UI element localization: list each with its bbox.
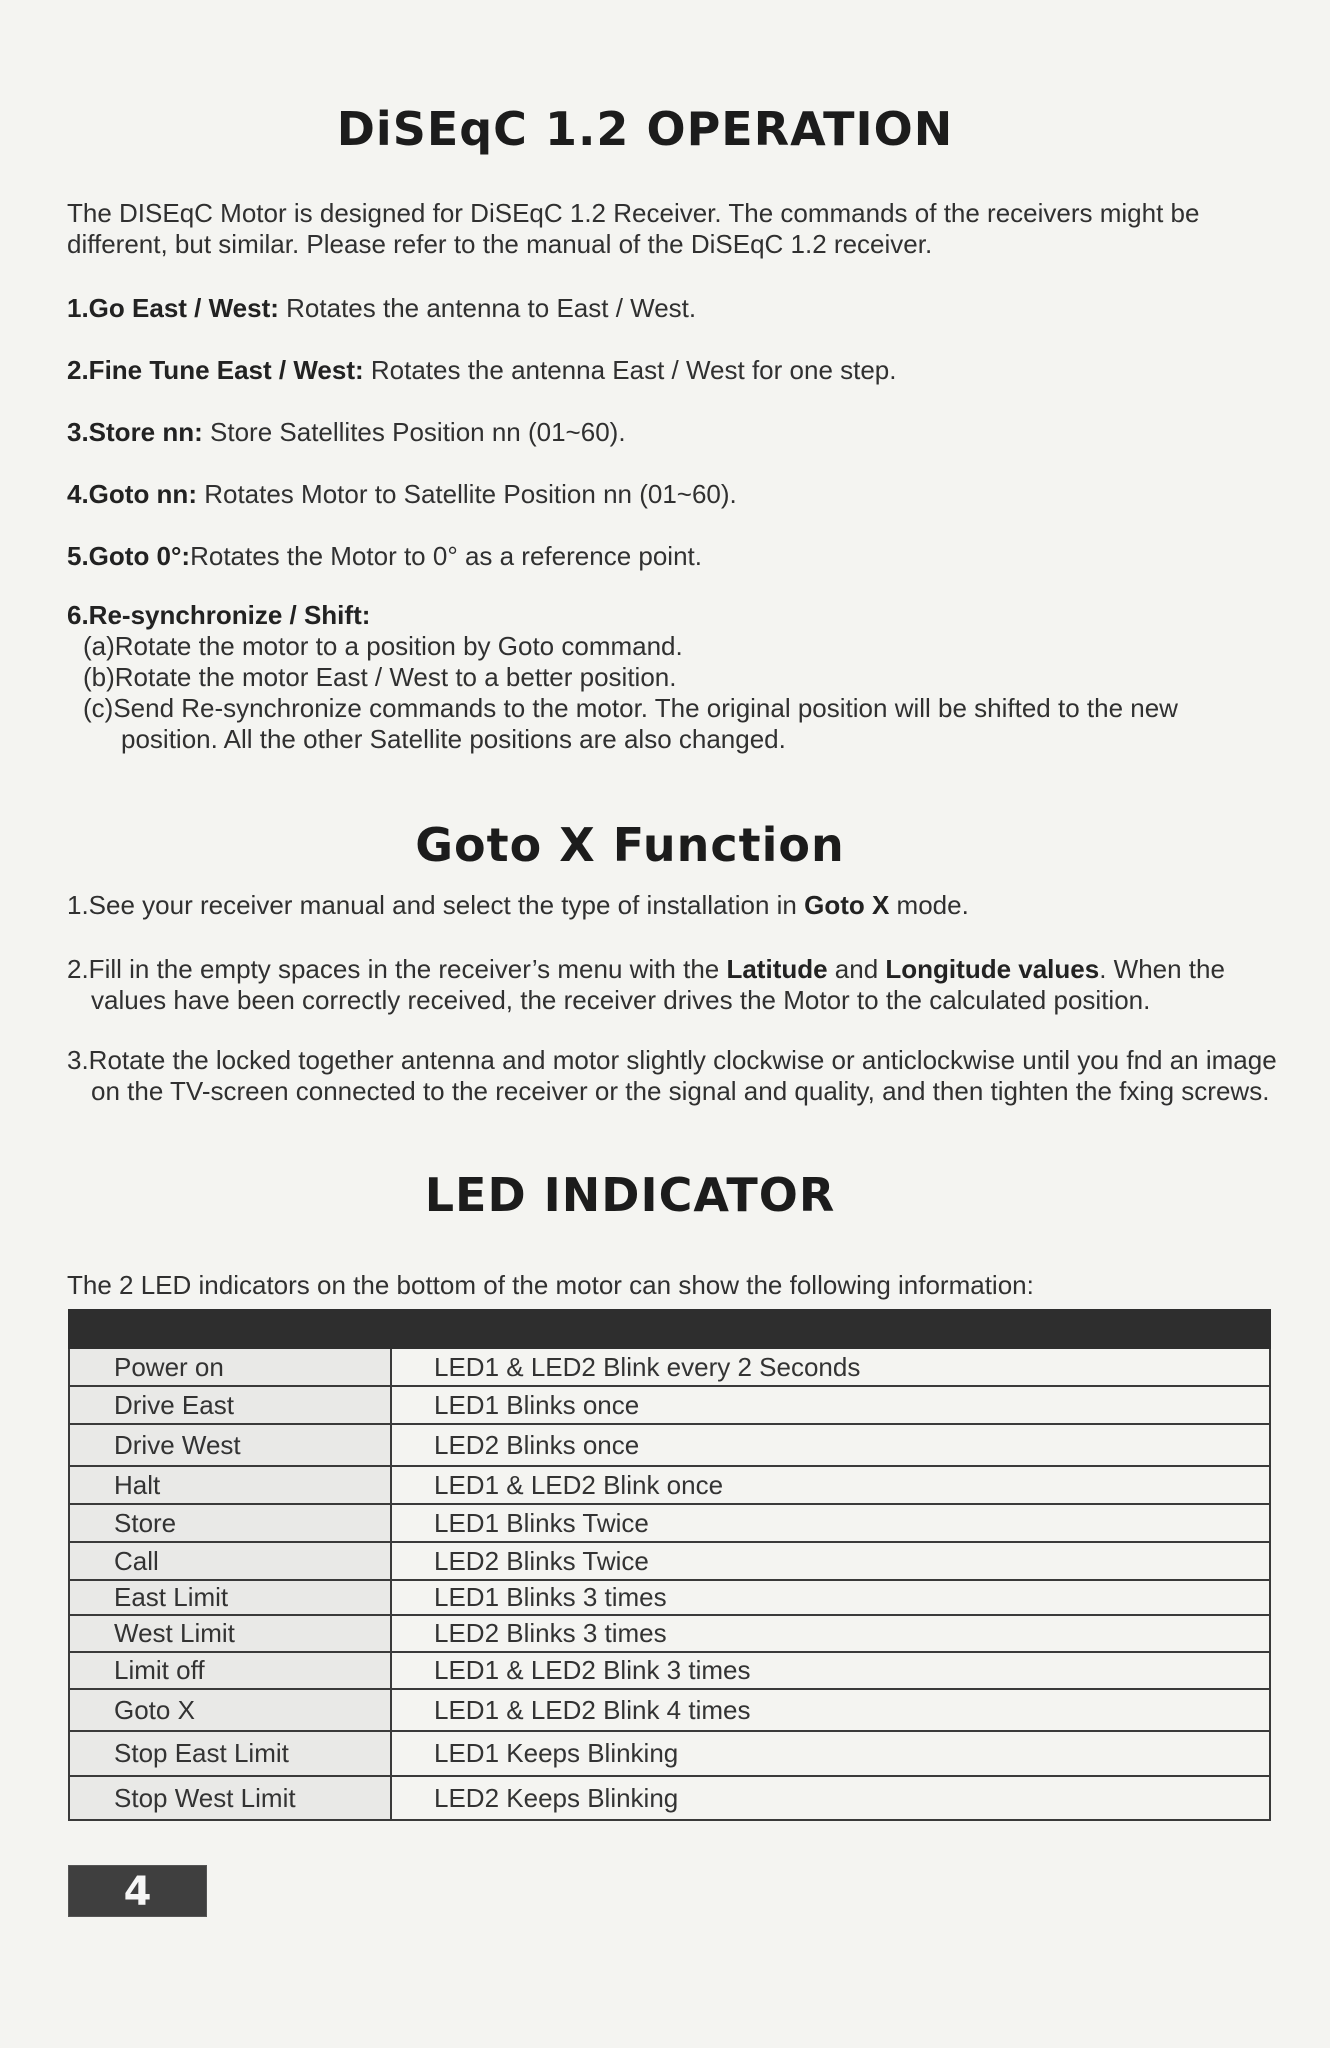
led-indication-cell: LED1 & LED2 Blink once (391, 1466, 1270, 1504)
led-indication-cell: LED2 Blinks 3 times (391, 1615, 1270, 1652)
led-intro: The 2 LED indicators on the bottom of the motor can show the following information: (67, 1270, 1034, 1300)
led-state-cell: Drive East (69, 1386, 391, 1424)
led-indication-cell: LED1 Blinks once (391, 1386, 1270, 1424)
led-state-cell: West Limit (69, 1615, 391, 1652)
command-go-east-west (67, 293, 1277, 324)
table-row (69, 1580, 1270, 1615)
command-store (67, 417, 1277, 448)
gotox-step-2-and: and (827, 954, 886, 984)
led-indication-cell: LED1 Blinks 3 times (391, 1580, 1270, 1615)
table-header-cell (391, 1310, 1270, 1348)
command-text: Rotates the Motor to 0° as a reference point. (190, 541, 702, 571)
table-row (69, 1615, 1270, 1652)
latitude-term: Latitude (726, 954, 828, 984)
table-row (69, 1689, 1270, 1731)
gotox-step-2 (67, 954, 1277, 1016)
command-label: 5.Goto 0°: (67, 541, 191, 571)
gotox-step-2-text: 2.Fill in the empty spaces in the receiver’s menu with the (67, 954, 727, 984)
led-state-cell: Limit off (69, 1652, 391, 1689)
intro-paragraph: The DISEqC Motor is designed for DiSEqC 1.2 Receiver. The commands of the receivers might be different, but similar. Please refer to the manual of the DiSEqC 1.2 receiver. (67, 198, 1200, 259)
heading-led-indicator: LED INDICATOR (424, 1168, 836, 1222)
led-indication-cell: LED1 & LED2 Blink every 2 Seconds (391, 1348, 1270, 1386)
command-goto-nn (67, 479, 1277, 510)
led-indication-cell: LED2 Keeps Blinking (391, 1776, 1270, 1820)
longitude-term: Longitude values (885, 954, 1100, 984)
led-state-cell: Power on (69, 1348, 391, 1386)
gotox-step-2-end: . When the values have been correctly received, the receiver drives the Motor to the calculated position. (91, 954, 1225, 1015)
led-indication-cell: LED1 & LED2 Blink 4 times (391, 1689, 1270, 1731)
table-row (69, 1731, 1270, 1776)
led-indication-cell: LED2 Blinks once (391, 1424, 1270, 1466)
table-row (69, 1542, 1270, 1580)
command-label: 2.Fine Tune East / West: (67, 355, 364, 385)
command-label: 1.Go East / West: (67, 293, 279, 323)
table-header-row (69, 1310, 1270, 1348)
led-state-cell: Call (69, 1542, 391, 1580)
table-row (69, 1424, 1270, 1466)
heading-goto-x: Goto X Function (415, 818, 845, 872)
heading-diseqc-operation: DiSEqC 1.2 OPERATION (336, 102, 954, 156)
command-text: Rotates the antenna East / West for one step. (363, 355, 897, 385)
led-state-cell: Stop West Limit (69, 1776, 391, 1820)
command-resync (67, 600, 1277, 755)
command-text: Store Satellites Position nn (01~60). (202, 417, 626, 447)
led-indication-cell: LED2 Blinks Twice (391, 1542, 1270, 1580)
command-fine-tune (67, 355, 1277, 386)
led-indication-cell: LED1 Blinks Twice (391, 1504, 1270, 1542)
led-state-cell: Halt (69, 1466, 391, 1504)
command-label: 6.Re-synchronize / Shift: (67, 600, 371, 630)
led-state-cell: East Limit (69, 1580, 391, 1615)
table-row (69, 1348, 1270, 1386)
gotox-step-1-end: mode. (889, 890, 969, 920)
command-goto-zero (67, 541, 1277, 572)
table-row (69, 1776, 1270, 1820)
table-header-cell (69, 1310, 391, 1348)
command-label: 3.Store nn: (67, 417, 203, 447)
led-indication-cell: LED1 & LED2 Blink 3 times (391, 1652, 1270, 1689)
command-text: Rotates Motor to Satellite Position nn (01~60). (196, 479, 737, 509)
led-state-cell: Stop East Limit (69, 1731, 391, 1776)
table-row (69, 1504, 1270, 1542)
table-row (69, 1386, 1270, 1424)
led-indication-cell: LED1 Keeps Blinking (391, 1731, 1270, 1776)
command-text: Rotates the antenna to East / West. (278, 293, 697, 323)
led-state-cell: Store (69, 1504, 391, 1542)
table-row (69, 1652, 1270, 1689)
gotox-mode-name: Goto X (804, 890, 890, 920)
page-number-badge: 4 (68, 1865, 207, 1917)
gotox-step-1 (67, 890, 1277, 921)
resync-item-a: (a)Rotate the motor to a position by Goto command. (83, 631, 683, 661)
table-row (69, 1466, 1270, 1504)
led-state-cell: Drive West (69, 1424, 391, 1466)
command-label: 4.Goto nn: (67, 479, 197, 509)
resync-item-b: (b)Rotate the motor East / West to a better position. (83, 662, 677, 692)
led-state-cell: Goto X (69, 1689, 391, 1731)
led-indicator-table (68, 1309, 1271, 1821)
gotox-step-1-text: 1.See your receiver manual and select the type of installation in (67, 890, 805, 920)
gotox-step-3: 3.Rotate the locked together antenna and motor slightly clockwise or anticlockwise until you fnd an image on the TV-screen connected to the receiver or the signal and quality, and then tighten the fxing screws. (67, 1045, 1277, 1106)
resync-item-c: (c)Send Re-synchronize commands to the motor. The original position will be shifted to the new position. All the other Satellite positions are also changed. (83, 693, 1178, 754)
